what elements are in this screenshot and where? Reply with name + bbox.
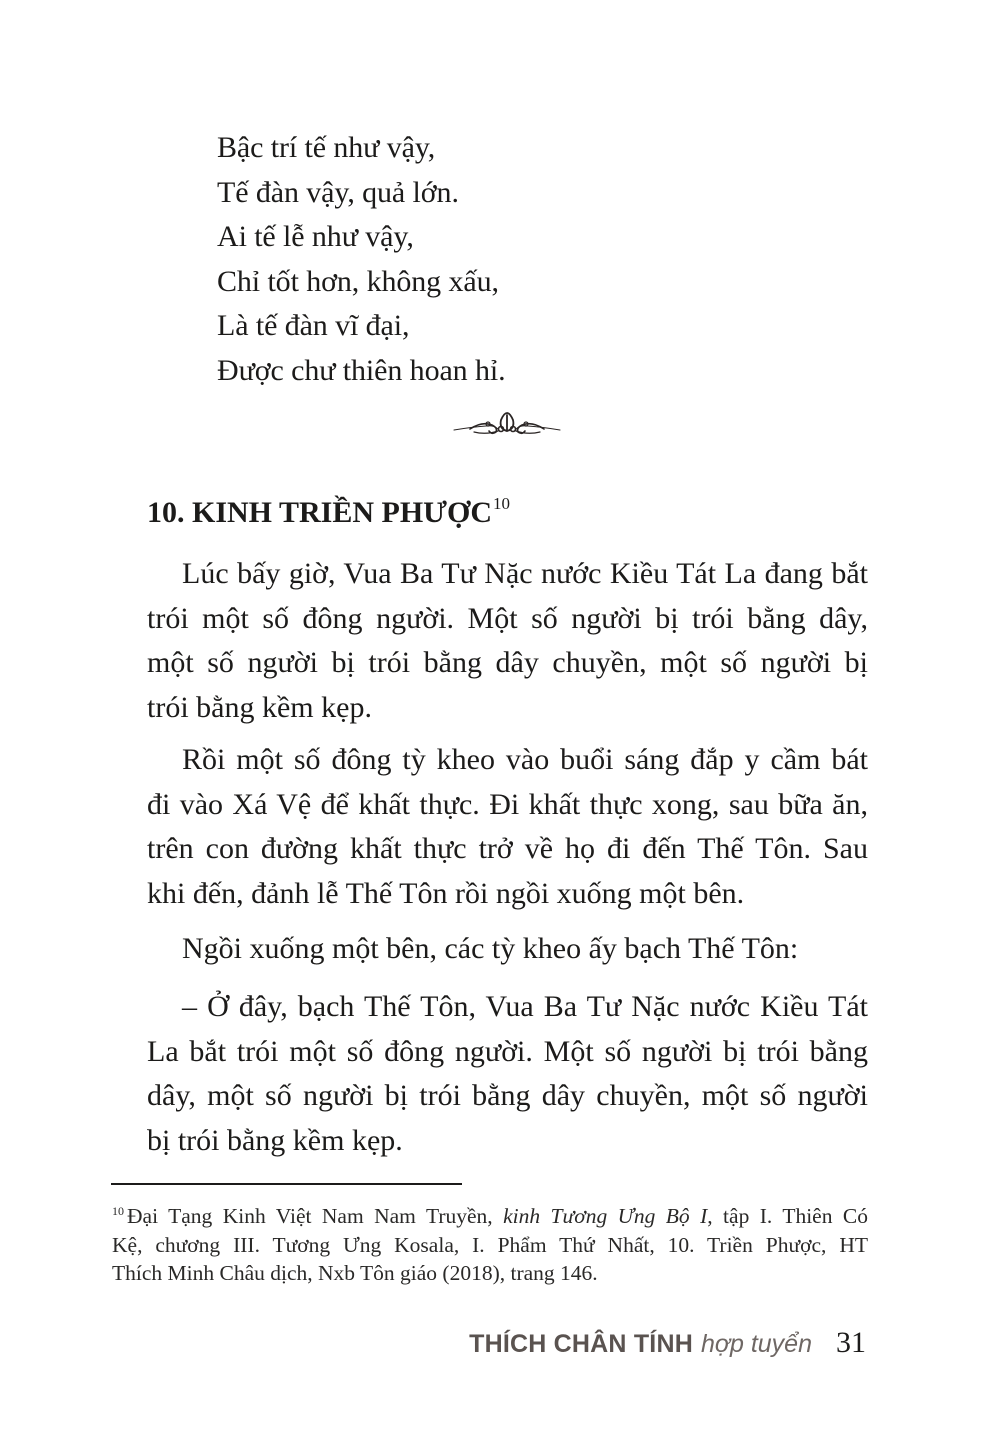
verse-line: Bậc trí tế như vậy, xyxy=(217,131,436,164)
text-line: Lúc bấy giờ, Vua Ba Tư Nặc nước Kiều Tát La đang bắt xyxy=(182,557,868,590)
footnote-divider xyxy=(111,1183,462,1185)
text-line: trên con đường khất thực trở về họ đi đến Thế Tôn. Sau xyxy=(147,832,868,865)
text-line: La bắt trói một số đông người. Một số người bị trói bằng xyxy=(147,1034,868,1068)
text-line: một số người bị trói bằng dây chuyền, một số người bị xyxy=(147,646,868,679)
flourish-divider-icon xyxy=(452,409,562,439)
footnote-title: kinh Tương Ưng Bộ I xyxy=(503,1204,708,1228)
paragraph xyxy=(112,552,868,730)
footnote-line: Thích Minh Châu dịch, Nxb Tôn giáo (2018), trang 146. xyxy=(112,1261,598,1285)
running-footer xyxy=(469,1326,866,1360)
text-line: bị trói bằng kềm kẹp. xyxy=(147,1123,403,1157)
verse-block xyxy=(217,126,506,393)
verse-line: Là tế đàn vĩ đại, xyxy=(217,309,410,342)
verse-line: Được chư thiên hoan hỉ. xyxy=(217,353,506,387)
paragraph xyxy=(112,738,868,916)
verse-line: Ai tế lễ như vậy, xyxy=(217,220,414,253)
footnote-number: 10 xyxy=(112,1204,124,1218)
book-author: THÍCH CHÂN TÍNH xyxy=(469,1330,693,1358)
text-line: trói một số đông người. Một số người bị trói bằng dây, xyxy=(147,601,868,635)
paragraph xyxy=(112,985,868,1163)
text-line: – Ở đây, bạch Thế Tôn, Vua Ba Tư Nặc nước Kiều Tát xyxy=(182,990,868,1023)
section-heading-text: 10. KINH TRIỀN PHƯỢC xyxy=(147,496,493,529)
text-line: Rồi một số đông tỳ kheo vào buổi sáng đắp y cầm bát xyxy=(182,743,868,776)
page-number: 31 xyxy=(836,1326,866,1359)
verse-line: Tế đàn vậy, quả lớn. xyxy=(217,175,459,209)
text-line: đi vào Xá Vệ để khất thực. Đi khất thực xong, sau bữa ăn, xyxy=(147,787,868,821)
book-subtitle: hợp tuyển xyxy=(700,1330,812,1358)
text-line: trói bằng kềm kẹp. xyxy=(147,690,372,724)
footnote xyxy=(112,1202,868,1288)
footnote-line: Kệ, chương III. Tương Ưng Kosala, I. Phẩm Thứ Nhất, 10. Triền Phược, HT xyxy=(112,1232,868,1257)
text-line: khi đến, đảnh lễ Thế Tôn rồi ngồi xuống một bên. xyxy=(147,876,745,910)
footnote-line: $^{10}$ Đại Tạng Kinh Việt Nam Nam Truyền, kinh Tương Ưng Bộ I, tập I. Thiên Có xyxy=(112,1204,868,1228)
section-heading xyxy=(147,496,510,530)
verse-line: Chỉ tốt hơn, không xấu, xyxy=(217,264,499,298)
text-line: Ngồi xuống một bên, các tỳ kheo ấy bạch Thế Tôn: xyxy=(182,932,799,965)
footnote-reference[interactable]: 10 xyxy=(493,494,511,513)
text-line: dây, một số người bị trói bằng dây chuyền, một số người xyxy=(147,1079,868,1112)
paragraph xyxy=(112,927,868,972)
